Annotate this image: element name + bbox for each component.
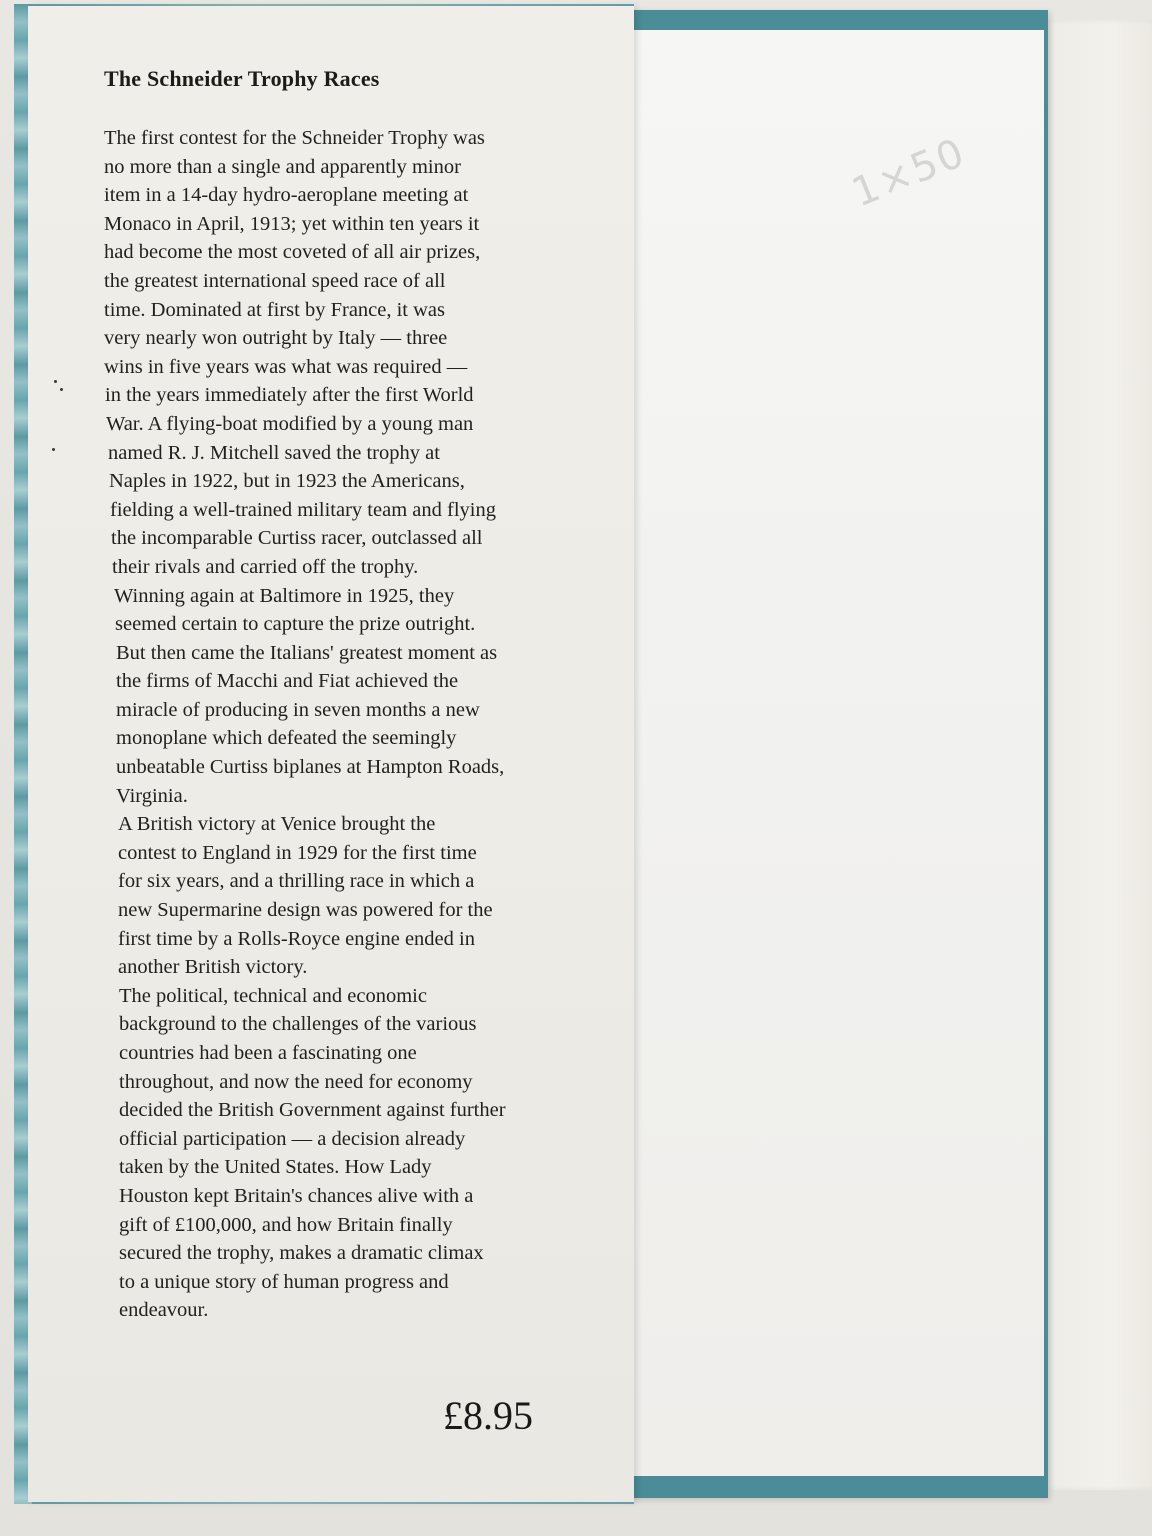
- blurb-line: contest to England in 1929 for the first time: [118, 841, 477, 864]
- blurb-line: very nearly won outright by Italy — three: [104, 327, 448, 350]
- pencil-note: 1×50: [845, 129, 973, 217]
- blurb-paragraph: [104, 982, 574, 1325]
- blurb-line: no more than a single and apparently minor: [104, 155, 461, 178]
- speck: [54, 380, 57, 383]
- blurb-line: throughout, and now the need for economy: [119, 1070, 473, 1093]
- blurb-line: named R. J. Mitchell saved the trophy at: [108, 441, 440, 464]
- background-paper: [1046, 20, 1152, 1490]
- speck: [52, 448, 55, 451]
- blurb-line: wins in five years was what was required —: [104, 355, 468, 378]
- price: £8.95: [443, 1393, 533, 1438]
- blurb-line: miracle of producing in seven months a new: [116, 698, 480, 721]
- blurb-line: countries had been a fascinating one: [119, 1042, 417, 1064]
- blurb-line: The first contest for the Schneider Trophy was: [104, 127, 485, 149]
- blurb-paragraph: [104, 810, 574, 982]
- blurb-line: The political, technical and economic: [119, 984, 427, 1007]
- blurb-line: the incomparable Curtiss racer, outclassed all: [111, 527, 483, 550]
- blurb-line: fielding a well-trained military team and flying: [110, 498, 496, 521]
- blurb-line: Naples in 1922, but in 1923 the Americans,: [109, 470, 465, 493]
- blurb-line: endeavour.: [119, 1299, 209, 1322]
- blurb-line: item in a 14-day hydro-aeroplane meeting at: [104, 184, 469, 207]
- blurb-line: gift of £100,000, and how Britain finally: [119, 1213, 453, 1236]
- blurb-paragraph: [104, 124, 574, 810]
- blurb-line: A British victory at Venice brought the: [118, 813, 436, 836]
- blurb-line: background to the challenges of the various: [119, 1013, 477, 1036]
- blurb-line: another British victory.: [118, 956, 308, 979]
- blurb-line: War. A flying-boat modified by a young man: [106, 412, 474, 435]
- blurb-line: first time by a Rolls-Royce engine ended in: [118, 927, 475, 950]
- blurb-line: Winning again at Baltimore in 1925, they: [114, 584, 455, 607]
- blurb-line: Houston kept Britain's chances alive with a: [119, 1184, 474, 1207]
- blurb-line: But then came the Italians' greatest moment as: [116, 641, 498, 664]
- speck: [60, 388, 63, 391]
- blurb-line: secured the trophy, makes a dramatic climax: [119, 1242, 484, 1265]
- blurb-line: Virginia.: [116, 784, 188, 807]
- blurb-line: official participation — a decision already: [119, 1127, 466, 1150]
- blurb-line: monoplane which defeated the seemingly: [116, 727, 457, 750]
- blurb-line: the greatest international speed race of all: [104, 269, 446, 292]
- blurb-line: Monaco in April, 1913; yet within ten years it: [104, 212, 480, 235]
- blurb-line: the firms of Macchi and Fiat achieved the: [116, 670, 459, 693]
- blurb-line: new Supermarine design was powered for the: [118, 899, 493, 922]
- blurb-line: unbeatable Curtiss biplanes at Hampton Roads,: [116, 756, 505, 779]
- blurb-line: in the years immediately after the first World: [105, 384, 474, 407]
- blurb-line: for six years, and a thrilling race in which a: [118, 870, 475, 893]
- blurb-line: to a unique story of human progress and: [119, 1270, 449, 1293]
- blurb-line: time. Dominated at first by France, it was: [104, 298, 446, 321]
- end-paper: [634, 30, 1044, 1476]
- blurb-line: taken by the United States. How Lady: [119, 1156, 432, 1179]
- blurb-line: their rivals and carried off the trophy.: [112, 555, 419, 578]
- blurb-line: seemed certain to capture the prize outright.: [115, 613, 476, 636]
- blurb-line: had become the most coveted of all air prizes,: [104, 241, 481, 264]
- flap-title: The Schneider Trophy Races: [104, 66, 380, 91]
- blurb-text: [104, 124, 574, 1325]
- blurb-line: decided the British Government against further: [119, 1099, 506, 1122]
